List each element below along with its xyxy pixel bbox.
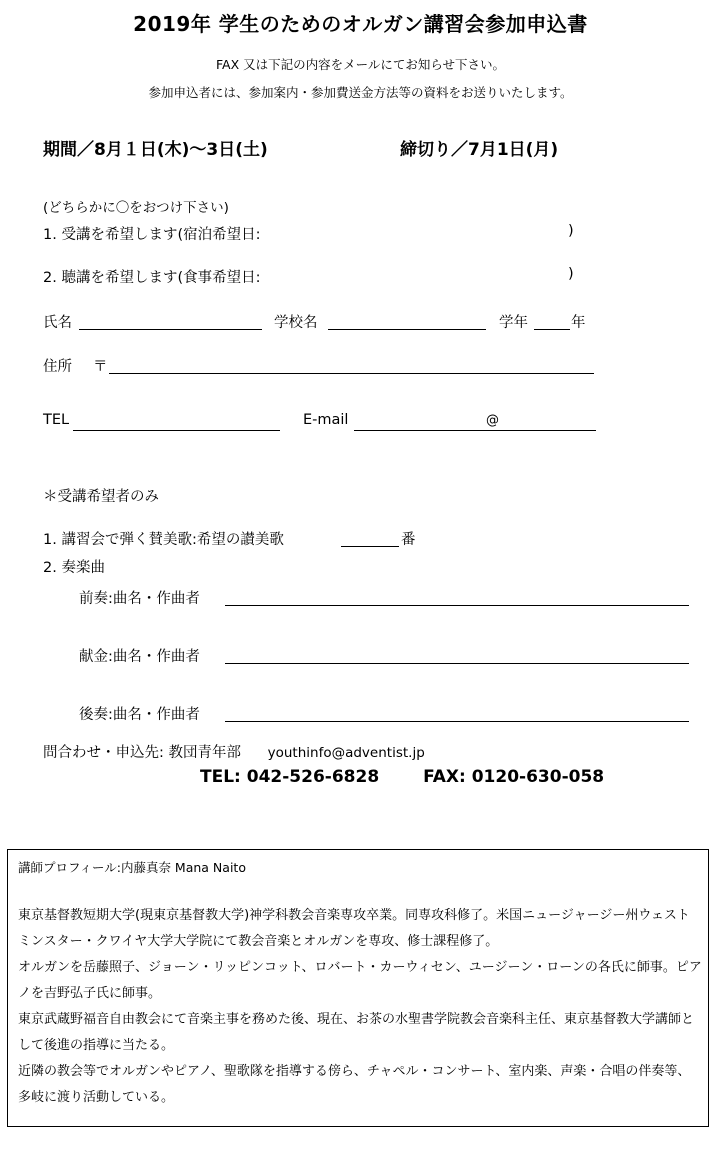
email-field[interactable] [354,430,596,431]
form-title: 2019年 学生のためのオルガン講習会参加申込書 [133,12,588,36]
grade-field[interactable] [534,329,570,330]
email-label: E-mail [303,412,349,428]
contact-numbers [200,767,604,787]
offertory-field[interactable] [225,663,689,664]
hymn-label: 1. 講習会で弾く賛美歌:希望の讃美歌 [43,532,284,548]
submission-instruction: FAX 又は下記の内容をメールにてお知らせ下さい。 [215,57,505,72]
postlude-field[interactable] [225,721,689,722]
address-field[interactable] [109,373,594,374]
offertory-label: 献金:曲名・作曲者 [79,649,200,665]
profile-paragraph: 近隣の教会等でオルガンやピアノ、聖歌隊を指導する傍ら、チャペル・コンサート、室内楽、声楽・合唱の伴奏等、多岐に渡り活動している。 [18,1064,691,1105]
instructor-profile-box [7,849,709,1127]
profile-paragraph: 東京基督教短期大学(現東京基督教大学)神学科教会音楽専攻卒業。同専攻科修了。米国ニュージャージー州ウェストミンスター・クワイヤ大学大学院にて教会音楽とオルガンを専攻、修士課程修了。 [18,908,690,949]
contact-fax: FAX: 0120-630-058 [423,767,605,787]
name-label: 氏名 [43,315,72,331]
school-field[interactable] [328,329,486,330]
profile-paragraph: オルガンを岳藤照子、ジョーン・リッピンコット、ロバート・カーウィセン、ユージーン・ローンの各氏に師事。ピアノを吉野弘子氏に師事。 [18,960,702,1001]
tel-label: TEL [43,412,70,428]
contact-label: 問合わせ・申込先: 教団青年部 [43,745,241,761]
contact-tel: TEL: 042-526-6828 [200,767,380,787]
name-field[interactable] [79,329,262,330]
option-audit: 2. 聴講を希望します(食事希望日: [43,270,261,286]
postal-mark: 〒 [93,359,108,375]
contact-email: youthinfo@adventist.jp [267,745,425,761]
choice-instruction: (どちらかに〇をおつけ下さい) [43,200,229,216]
school-label: 学校名 [274,315,318,331]
contact-line [43,741,425,762]
address-label: 住所 [43,359,72,375]
email-at-mark: @ [486,413,499,428]
option-attend-close: ) [568,223,574,239]
option-attend: 1. 受講を希望します(宿泊希望日: [43,227,261,243]
application-deadline: 締切り／7月1日(月) [400,140,559,160]
info-notice: 参加申込者には、参加案内・参加費送金方法等の資料をお送りいたします。 [148,85,573,100]
profile-body [18,903,702,1111]
option-audit-close: ) [568,266,574,282]
tel-field[interactable] [73,430,280,431]
attendee-section-header: ＊受講希望者のみ [43,489,159,505]
hymn-number-field[interactable] [341,546,399,547]
event-period: 期間／8月１日(木)～3日(土) [43,140,268,160]
profile-heading: 講師プロフィール:内藤真奈 Mana Naito [18,860,246,875]
grade-label: 学年 [499,315,528,331]
prelude-label: 前奏:曲名・作曲者 [79,591,200,607]
profile-paragraph: 東京武蔵野福音自由教会にて音楽主事を務めた後、現在、お茶の水聖書学院教会音楽科主任、東京基督教大学講師として後進の指導に当たる。 [18,1012,695,1053]
prelude-field[interactable] [225,605,689,606]
hymn-unit: 番 [401,532,416,548]
postlude-label: 後奏:曲名・作曲者 [79,707,200,723]
pieces-label: 2. 奏楽曲 [43,560,105,576]
grade-unit: 年 [571,315,586,331]
